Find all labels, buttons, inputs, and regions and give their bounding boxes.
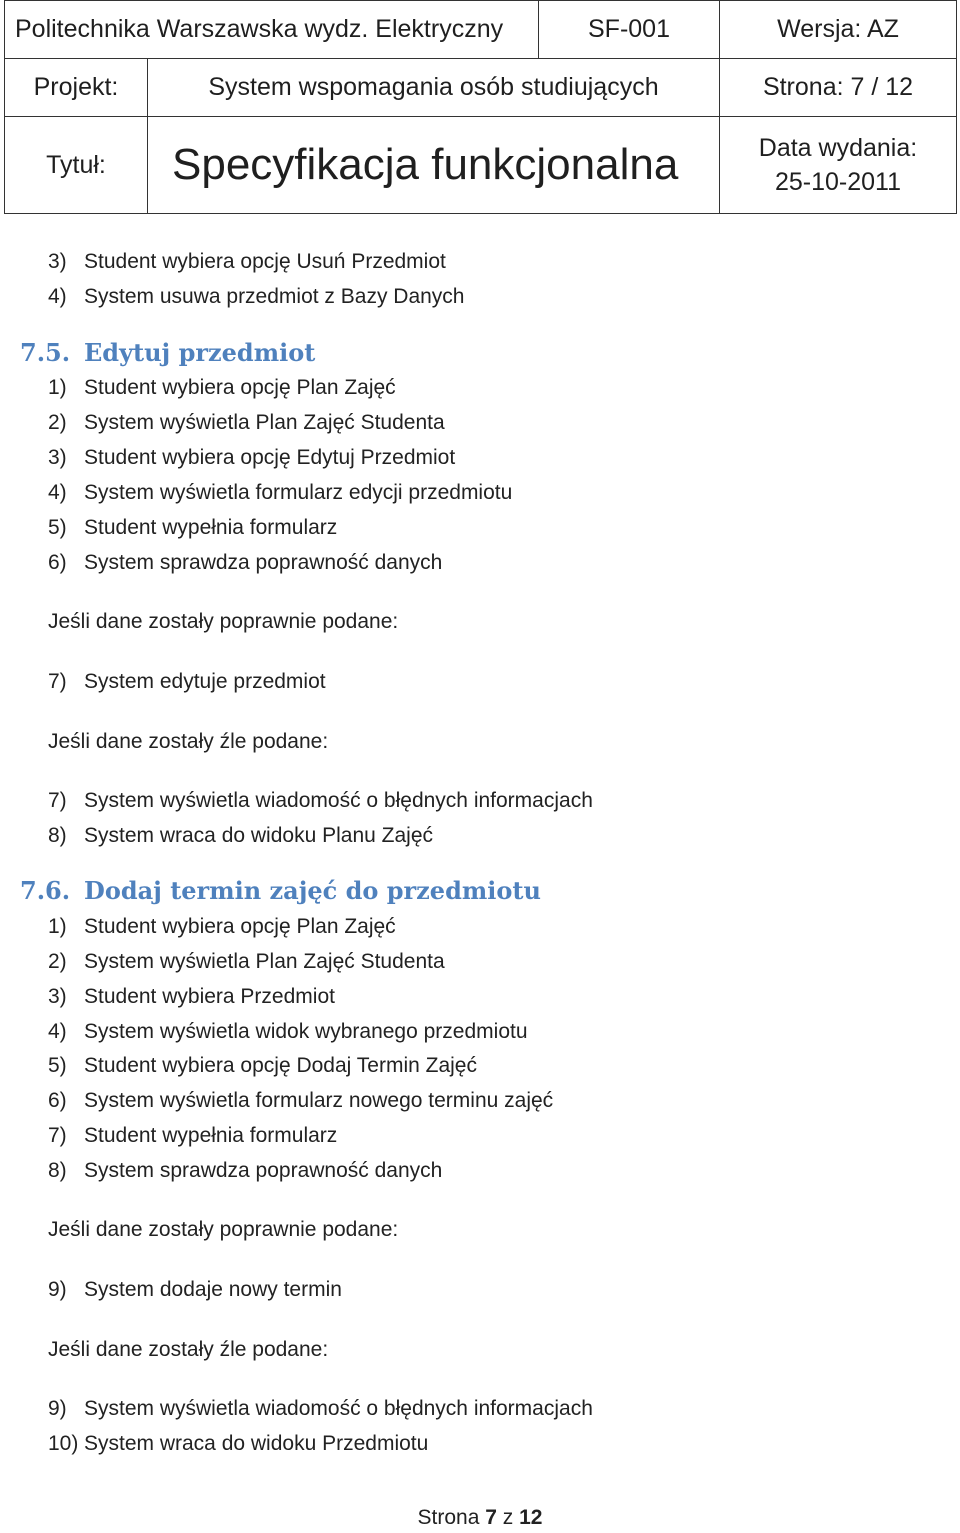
list-item: 1) Student wybiera opcję Plan Zajęć: [48, 376, 396, 399]
condition-bad-label: Jeśli dane zostały źle podane:: [48, 730, 329, 753]
document-title: Specyfikacja funkcjonalna: [148, 117, 720, 214]
list-item: 2) System wyświetla Plan Zajęć Studenta: [48, 411, 445, 434]
list-item: 4) System usuwa przedmiot z Bazy Danych: [48, 285, 465, 308]
footer-page-total: 12: [519, 1506, 543, 1529]
list-item: 4) System wyświetla widok wybranego przedmiotu: [48, 1020, 528, 1043]
list-item: 8) System sprawdza poprawność danych: [48, 1159, 443, 1182]
page-footer: Strona 7 z 12: [417, 1506, 543, 1529]
list-item: 7) System edytuje przedmiot: [48, 670, 326, 693]
list-item: 9) System wyświetla wiadomość o błędnych informacjach: [48, 1397, 593, 1420]
project-label: Projekt:: [5, 59, 148, 117]
footer-page-number: 7: [485, 1506, 497, 1529]
condition-ok-label: Jeśli dane zostały poprawnie podane:: [48, 1218, 399, 1241]
list-item: 3) Student wybiera opcję Usuń Przedmiot: [48, 250, 446, 273]
document-header: [4, 0, 957, 214]
condition-bad-label: Jeśli dane zostały źle podane:: [48, 1338, 329, 1361]
release-date-cell: [720, 117, 957, 214]
list-item: 7) Student wypełnia formularz: [48, 1124, 338, 1147]
list-item: 3) Student wybiera Przedmiot: [48, 985, 335, 1008]
list-item: 7) System wyświetla wiadomość o błędnych informacjach: [48, 789, 593, 812]
list-item: 6) System wyświetla formularz nowego terminu zajęć: [48, 1089, 554, 1112]
list-item: 2) System wyświetla Plan Zajęć Studenta: [48, 950, 445, 973]
list-item: 5) Student wypełnia formularz: [48, 516, 338, 539]
release-date-label: Data wydania:: [758, 134, 918, 162]
document-code: SF-001: [539, 1, 720, 59]
list-item: 4) System wyświetla formularz edycji przedmiotu: [48, 481, 513, 504]
release-date: 25-10-2011: [774, 168, 902, 196]
project-name: System wspomagania osób studiujących: [148, 59, 720, 117]
list-item: 10) System wraca do widoku Przedmiotu: [48, 1432, 429, 1455]
list-item: 8) System wraca do widoku Planu Zajęć: [48, 824, 433, 847]
title-label: Tytuł:: [5, 117, 148, 214]
list-item: 3) Student wybiera opcję Edytuj Przedmiot: [48, 446, 456, 469]
condition-ok-label: Jeśli dane zostały poprawnie podane:: [48, 610, 399, 633]
list-item: 9) System dodaje nowy termin: [48, 1278, 342, 1301]
section-heading-7-6: 7.6. Dodaj termin zajęć do przedmiotu: [20, 876, 541, 905]
header-page-number: Strona: 7 / 12: [720, 59, 957, 117]
section-heading-7-5: 7.5. Edytuj przedmiot: [20, 338, 316, 367]
list-item: 1) Student wybiera opcję Plan Zajęć: [48, 915, 396, 938]
list-item: 5) Student wybiera opcję Dodaj Termin Zajęć: [48, 1054, 477, 1077]
document-version: Wersja: AZ: [720, 1, 957, 59]
list-item: 6) System sprawdza poprawność danych: [48, 551, 443, 574]
institution-name: Politechnika Warszawska wydz. Elektryczny: [5, 1, 539, 59]
